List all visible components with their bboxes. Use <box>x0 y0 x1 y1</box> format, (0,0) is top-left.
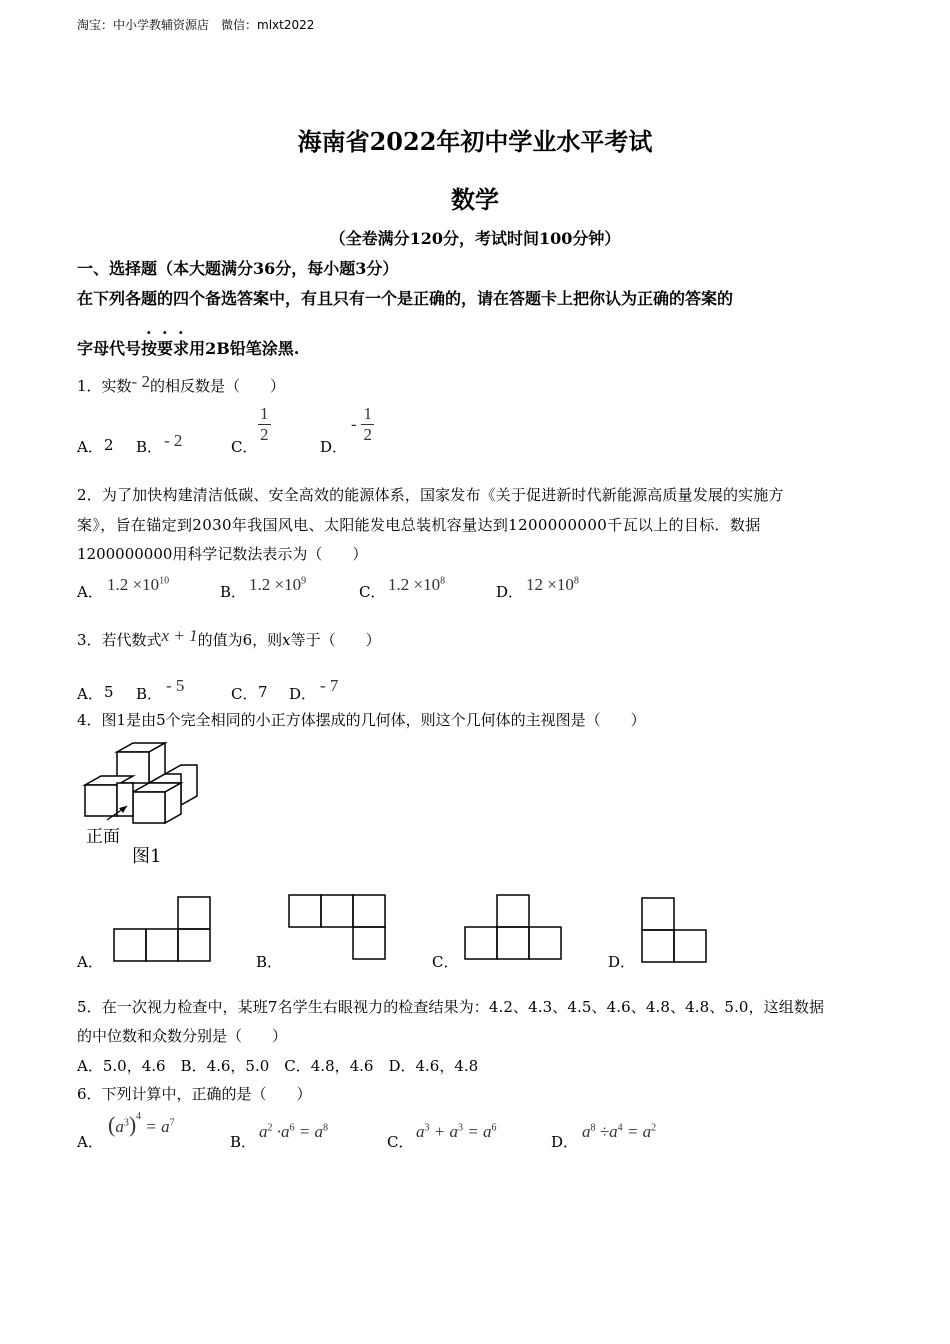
subject-title: 数学 <box>451 185 499 214</box>
question-1-stem <box>77 372 285 396</box>
fraction-numerator: 1 <box>260 404 269 423</box>
math-rhs: = a <box>626 1122 652 1141</box>
math-base: a <box>259 1122 268 1141</box>
q3-option-b-label: B． <box>136 685 163 703</box>
q6-option-b <box>259 1122 328 1142</box>
q2-line-2: 案》，旨在锚定到2030年我国风电、太阳能发电总装机容量达到1200000000千瓦以上的目标．数据 <box>77 516 761 534</box>
math-exponent: 4 <box>617 1122 623 1134</box>
math-exponent: 2 <box>651 1122 657 1134</box>
math-exponent: 4 <box>136 1111 142 1123</box>
figure-front-label: 正面 <box>86 827 120 847</box>
sci-base: 1.2 ×10 <box>388 575 441 594</box>
q2-option-b-label: B． <box>220 583 247 601</box>
q4-option-c-view <box>464 894 564 964</box>
math-exponent: 3 <box>123 1117 129 1129</box>
q3-option-c: 7 <box>258 683 268 701</box>
q5-options: A．5.0，4.6 B．4.6，5.0 C．4.8，4.6 D．4.6，4.8 <box>77 1057 479 1075</box>
math-exponent: 8 <box>590 1122 596 1134</box>
q2-option-a <box>107 575 169 595</box>
q2-option-d-label: D． <box>496 583 524 601</box>
instruction-line-1: 在下列各题的四个备选答案中，有且只有一个是正确的，请在答题卡上把你认为正确的答案的 <box>77 289 734 308</box>
sci-base: 12 ×10 <box>526 575 574 594</box>
q1-text: 1．实数 <box>77 377 132 395</box>
question-6-stem: 6．下列计算中，正确的是（ ） <box>77 1085 312 1103</box>
math-operator: ·a <box>276 1122 290 1141</box>
instruction-text: 用2B铅笔涂黑. <box>189 339 300 358</box>
minus-sign: - <box>351 414 357 434</box>
emphasis-char: 按 <box>141 339 158 358</box>
q2-line-1: 2．为了加快构建清洁低碳、安全高效的能源体系，国家发布《关于促进新时代新能源高质量发展的实施方 <box>77 486 784 504</box>
q4-option-a-label: A． <box>77 953 103 971</box>
q6-option-a-label: A． <box>77 1133 103 1151</box>
q4-option-d-view <box>641 897 721 967</box>
exam-title: 海南省2022年初中学业水平考试 <box>297 127 653 156</box>
q4-option-b-label: B． <box>256 953 283 971</box>
math-base: a <box>416 1122 425 1141</box>
q3-variable: x <box>282 631 291 649</box>
q1-option-d-label: D． <box>320 438 348 456</box>
fraction-denominator: 2 <box>363 425 372 444</box>
q3-option-d: - 7 <box>320 676 339 695</box>
q3-option-b: - 5 <box>166 676 185 695</box>
q3-option-d-label: D． <box>289 685 317 703</box>
math-exponent: 8 <box>322 1122 328 1134</box>
q2-option-d <box>526 575 579 595</box>
q6-option-c-label: C． <box>387 1133 414 1151</box>
q3-option-c-label: C． <box>231 685 258 703</box>
math-exponent: 6 <box>491 1122 497 1134</box>
q3-math <box>162 626 198 645</box>
sci-exponent: 8 <box>573 575 579 587</box>
q4-option-b-view <box>288 894 388 964</box>
math-exponent: 7 <box>169 1117 175 1129</box>
q3-expression: x + 1 <box>161 626 198 645</box>
math-rhs: = a <box>298 1122 323 1141</box>
instruction-line-2 <box>77 336 299 359</box>
q2-option-a-label: A． <box>77 583 103 601</box>
math-exponent: 3 <box>424 1122 430 1134</box>
math-rhs: = a <box>145 1117 170 1136</box>
sci-base: 1.2 ×10 <box>249 575 302 594</box>
figure-caption: 图1 <box>132 846 162 867</box>
question-3-stem <box>77 626 381 650</box>
fraction-numerator: 1 <box>363 404 372 423</box>
q1-math: - 2 <box>131 372 150 391</box>
math-rhs: = a <box>467 1122 492 1141</box>
figure-1-cubes <box>80 742 220 822</box>
math-exponent: 3 <box>457 1122 463 1134</box>
q4-option-c-label: C． <box>432 953 459 971</box>
sci-base: 1.2 ×10 <box>107 575 160 594</box>
sci-exponent: 9 <box>301 575 307 587</box>
q6-option-c <box>416 1122 496 1142</box>
q1-option-a: 2 <box>104 436 114 454</box>
q1-option-b-label: B． <box>136 438 163 456</box>
q5-line-1: 5．在一次视力检查中，某班7名学生右眼视力的检查结果为：4.2、4.3、4.5、4.6、4.8、4.8、5.0，这组数据 <box>77 998 825 1016</box>
q1-option-a-label: A． <box>77 438 103 456</box>
math-exponent: 2 <box>267 1122 273 1134</box>
q3-text: 等于（ ） <box>290 631 381 649</box>
math-operator: ÷a <box>599 1122 618 1141</box>
q6-option-d <box>582 1122 656 1142</box>
q1-text: 的相反数是（ ） <box>149 377 285 395</box>
q2-option-b <box>249 575 306 595</box>
section-heading: 一、选择题（本大题满分36分，每小题3分） <box>77 259 399 278</box>
sci-exponent: 10 <box>159 575 170 587</box>
fraction-denominator: 2 <box>260 425 269 444</box>
q5-line-2: 的中位数和众数分别是（ ） <box>77 1027 288 1045</box>
q2-line-3: 1200000000用科学记数法表示为（ ） <box>77 545 368 563</box>
q3-option-a: 5 <box>104 683 114 701</box>
exam-info: （全卷满分120分，考试时间100分钟） <box>329 229 621 248</box>
page-header: 淘宝：中小学教辅资源店 微信：mlxt2022 <box>77 18 315 32</box>
q3-text: 3．若代数式 <box>77 631 162 649</box>
q4-option-a-view <box>113 896 213 966</box>
q1-option-c <box>258 404 271 445</box>
emphasis-char: 要 <box>157 339 174 358</box>
math-base: a <box>582 1122 591 1141</box>
q2-option-c <box>388 575 445 595</box>
math-base: a <box>115 1117 124 1136</box>
math-exponent: 6 <box>289 1122 295 1134</box>
q2-option-c-label: C． <box>359 583 386 601</box>
question-4-stem: 4．图1是由5个完全相同的小正方体摆成的几何体，则这个几何体的主视图是（ ） <box>77 711 646 729</box>
q3-option-a-label: A． <box>77 685 103 703</box>
q6-option-b-label: B． <box>230 1133 257 1151</box>
math-operator: + a <box>433 1122 458 1141</box>
q6-option-d-label: D． <box>551 1133 579 1151</box>
q4-option-d-label: D． <box>608 953 636 971</box>
sci-exponent: 8 <box>440 575 446 587</box>
instruction-text: 字母代号 <box>77 339 142 358</box>
emphasis-char: 求 <box>173 339 190 358</box>
q1-option-c-label: C． <box>231 438 258 456</box>
q3-text: 的值为6，则 <box>197 631 283 649</box>
q1-option-d <box>351 404 374 445</box>
q1-option-b: - 2 <box>164 431 183 450</box>
q6-option-a: $(a^3)^4 = a^7$ <box>108 1111 175 1137</box>
